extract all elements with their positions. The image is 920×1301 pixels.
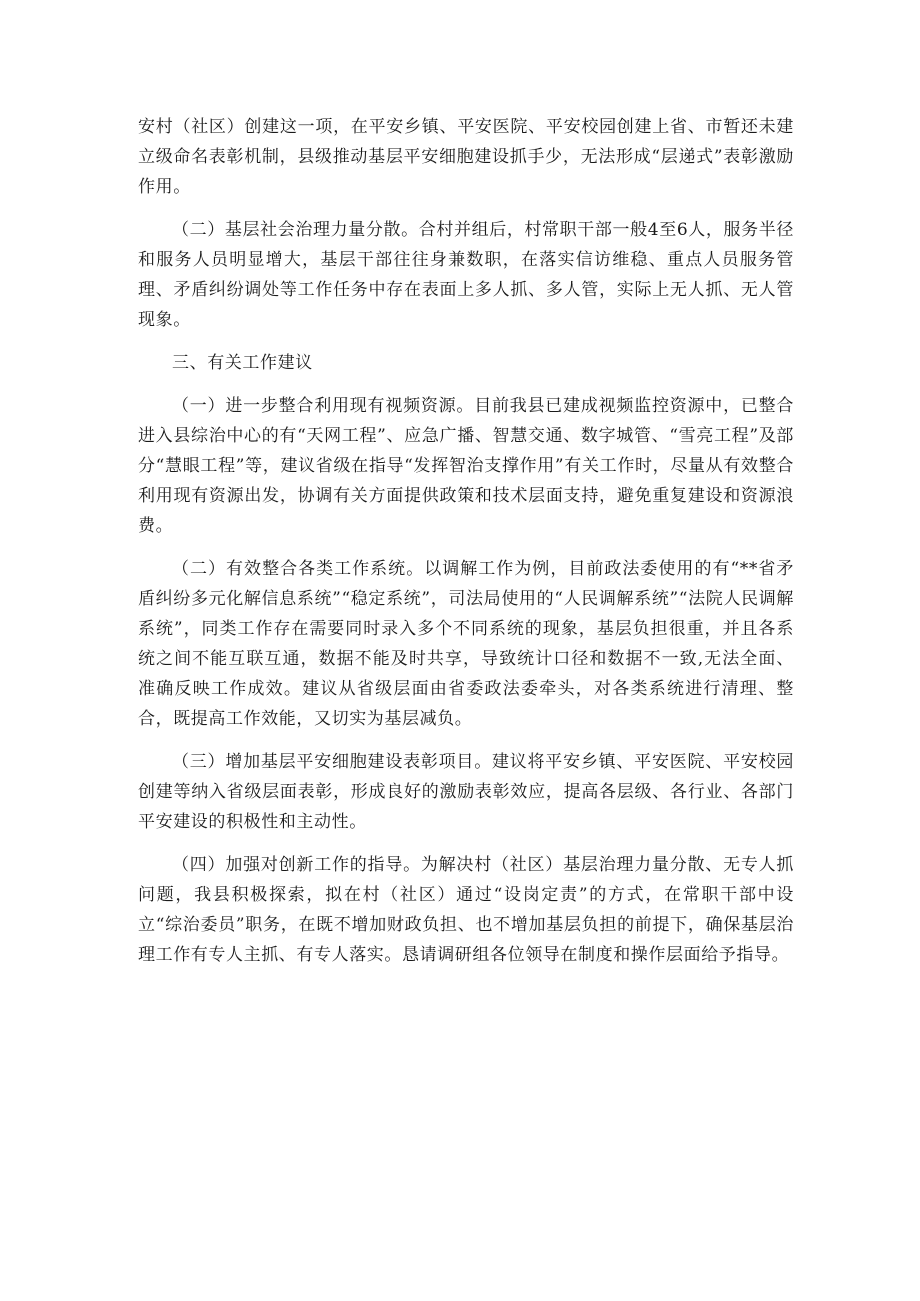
paragraph-item-2-grassroots-governance: （二）基层社会治理力量分散。合村并组后，村常职干部一般4至6人，服务半径和服务人员明显增大，基层干部往往身兼数职，在落实信访维稳、重点人员服务管理、矛盾纠纷调处等工作任务中存在表面上多人抓、多人管，实际上无人抓、无人管现象。 [138, 220, 794, 330]
paragraph-suggestion-3: （三）增加基层平安细胞建设表彰项目。建议将平安乡镇、平安医院、平安校园创建等纳入省级层面表彰，形成良好的激励表彰效应，提高各层级、各行业、各部门平安建设的积极性和主动性。 [138, 752, 794, 832]
paragraph-continuation: 安村（社区）创建这一项，在平安乡镇、平安医院、平安校园创建上省、市暂还未建立级命名表彰机制，县级推动基层平安细胞建设抓手少，无法形成“层递式”表彰激励作用。 [138, 117, 794, 197]
paragraph-suggestion-1: （一）进一步整合利用现有视频资源。目前我县已建成视频监控资源中，已整合进入县综治中心的有“天网工程”、应急广播、智慧交通、数字城管、“雪亮工程”及部分“慧眼工程”等，建议省级在指导“发挥智治支撑作用”有关工作时，尽量从有效整合利用现有资源出发，协调有关方面提供政策和技术层面支持，避免重复建设和资源浪费。 [138, 396, 794, 536]
document-page [138, 112, 794, 970]
paragraph-suggestion-2: （二）有效整合各类工作系统。以调解工作为例，目前政法委使用的有“**省矛盾纠纷多元化解信息系统”“稳定系统”，司法局使用的“人民调解系统”“法院人民调解系统”，同类工作存在需要同时录入多个不同系统的现象，基层负担很重，并且各系统之间不能互联互通，数据不能及时共享，导致统计口径和数据不一致,无法全面、准确反映工作成效。建议从省级层面由省委政法委牵头，对各类系统进行清理、整合，既提高工作效能，又切实为基层减负。 [138, 559, 794, 729]
paragraph-suggestion-4: （四）加强对创新工作的指导。为解决村（社区）基层治理力量分散、无专人抓问题，我县积极探索，拟在村（社区）通过“设岗定责”的方式，在常职干部中设立“综治委员”职务，在既不增加财政负担、也不增加基层负担的前提下，确保基层治理工作有专人主抓、有专人落实。恳请调研组各位领导在制度和操作层面给予指导。 [138, 855, 794, 965]
section-heading-suggestions: 三、有关工作建议 [172, 353, 313, 373]
